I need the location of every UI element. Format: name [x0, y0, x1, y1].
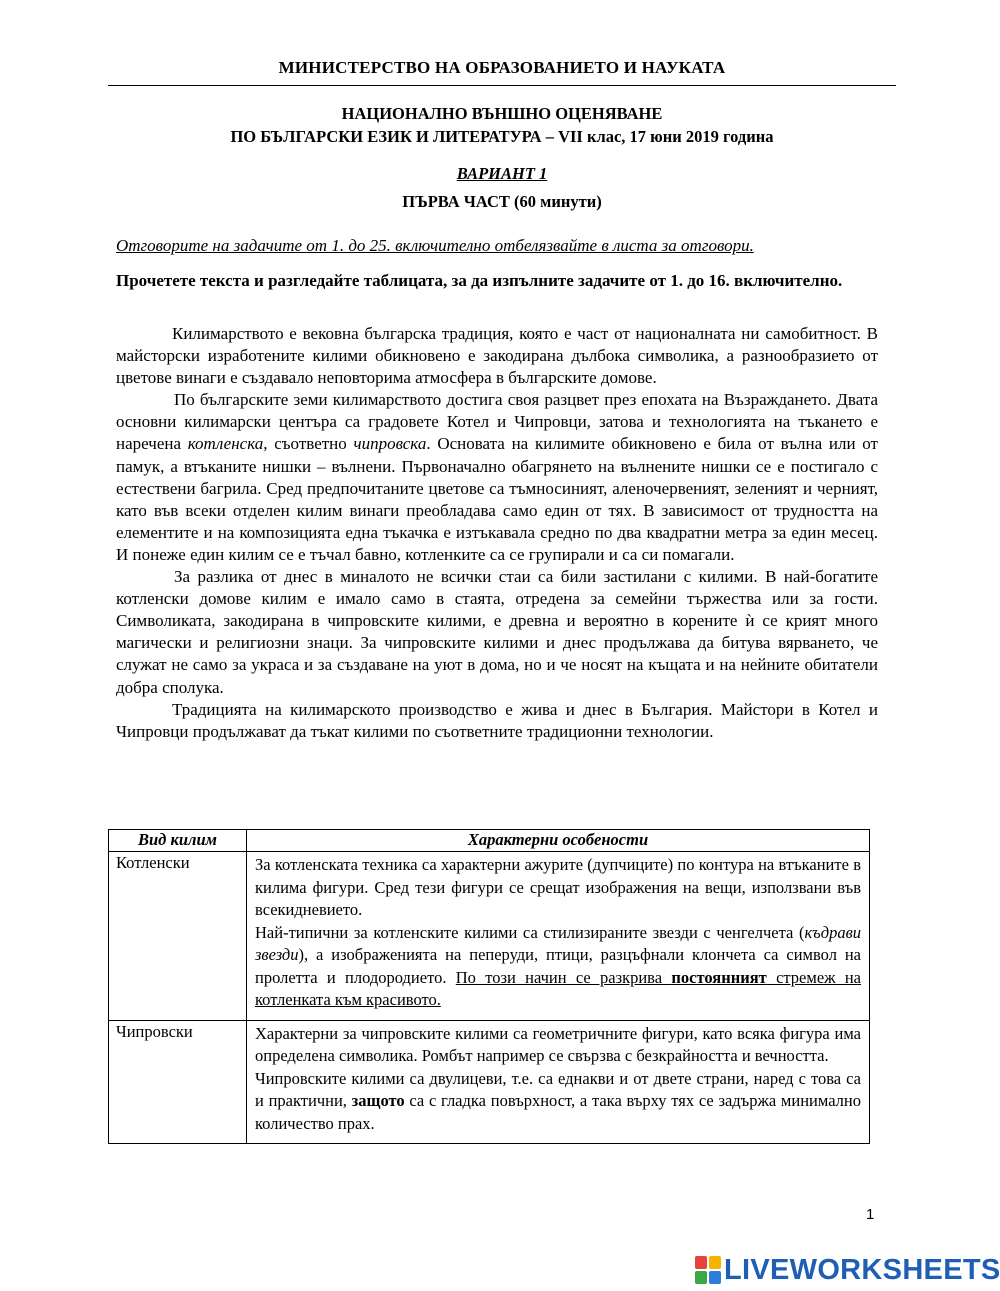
feature-text: Най-типични за котленските килими са стилизираните звезди с ченгелчета ( [255, 922, 805, 942]
table-header-features: Характерни особености [247, 830, 870, 852]
feature-paragraph: Характерни за чипровските килими са геометричните фигури, като всяка фигура има определена символика. Ромбът например се свързва с безкрайността и вечността. [255, 1023, 861, 1065]
feature-text: са с гладка повърхност, а така върху тях се задържа минимално количество прах. [255, 1091, 861, 1133]
term-kadravi-zvezdi: къдрави звезди [255, 922, 861, 964]
feature-text: стремеж на котленката към красивото. [255, 967, 861, 1009]
bold-word-postoyanniyat: постоянният [671, 967, 767, 987]
carpet-type-cell: Котленски [109, 852, 247, 1021]
logo-square-icon [695, 1271, 707, 1284]
ministry-title: МИНИСТЕРСТВО НА ОБРАЗОВАНИЕТО И НАУКАТА [278, 58, 726, 77]
answers-instruction: Отговорите на задачите от 1. до 25. включително отбелязвайте в листа за отговори. [116, 236, 754, 255]
bold-word-zashtoto: защото [351, 1091, 405, 1110]
passage-paragraph-3: За разлика от днес в миналото не всички стаи са били застилани с килими. В най-богатите котленски домове килим е имало само в стаята, отредена за семейни тържества или за гости. Символиката, закодирана в чипровските килими, е древна и вероятно в корените ѝ се крият много магически и религиозни знаци. За чипровските килими и днес продължава да битува вярването, че служат не само за украса и за създаване на уют в дома, но и че носят на къщата и на нейните обитатели добра сполука. [116, 567, 878, 697]
carpet-type-cell: Чипровски [109, 1020, 247, 1144]
passage-text: . Основата на килимите обикновено е била от вълна или от памук, а втъканите нишки – вълнени. Първоначално обагрянето на вълнените нишки се е постигало с естествени багрила. Сред предпочитаните цветове са тъмносиният, аленочервеният, зеленият и черният, като във всеки отделен килим винаги преобладава само един от тях. В зависимост от трудността на елементите и на композицията една тъкачка е изтъкавала средно по два квадратни метра за един месец. И понеже един килим се е тъчал бавно, котленките са се групирали и са си помагали. [116, 434, 878, 564]
table-header-type: Вид килим [109, 830, 247, 852]
carpet-features-cell [247, 852, 870, 1021]
exam-title-line2: ПО БЪЛГАРСКИ ЕЗИК И ЛИТЕРАТУРА – VII клас, 17 юни 2019 година [230, 127, 774, 146]
header-divider [108, 85, 896, 86]
table-row [109, 852, 870, 1021]
passage-paragraph-4: Традицията на килимарското производство е жива и днес в България. Майстори в Котел и Чипровци продължават да тъкат килими по съответните традиционни технологии. [116, 699, 878, 741]
carpet-types-table [108, 829, 870, 1144]
passage-paragraph-1: Килимарството е вековна българска традиция, която е част от националната ни самобитност. В майсторски изработените килими обикновено е закодирана дълбока символика, а разнообразието от цветове винаги е създавало неповторима атмосфера в българските домове. [116, 324, 878, 388]
logo-square-icon [709, 1271, 721, 1284]
passage-text: , съответно [263, 434, 354, 454]
reading-passage [116, 323, 878, 743]
feature-paragraph: За котленската техника са характерни ажурите (дупчиците) по контура на втъканите в килима фигури. Сред тези фигури се срещат изображения на вещи, използвани във всекидневието. [255, 855, 861, 919]
liveworksheets-logo-icon [695, 1256, 721, 1284]
term-chiprovska: чипровска [353, 434, 427, 454]
liveworksheets-logo[interactable] [695, 1255, 1000, 1285]
logo-square-icon [695, 1256, 707, 1269]
part-label: ПЪРВА ЧАСТ (60 минути) [402, 192, 602, 211]
passage-text: По българските земи килимарството достига своя разцвет през епохата на Възраждането. Двата основни килимарски центъра са градовете Котел и Чипровци, затова и технологията на тъкането е наречена [116, 390, 878, 454]
feature-paragraph [255, 922, 861, 1012]
page-number: 1 [866, 1206, 875, 1223]
carpet-features-cell [247, 1020, 870, 1144]
exam-title-line1: НАЦИОНАЛНО ВЪНШНО ОЦЕНЯВАНЕ [341, 104, 663, 123]
feature-paragraph [255, 1068, 861, 1136]
variant-label: ВАРИАНТ 1 [456, 164, 548, 183]
term-kotlenska: котленска [187, 434, 264, 454]
table-header-row [109, 830, 870, 852]
feature-text: ), а изображенията на пеперуди, птици, разцъфнали клончета са символ на пролетта и плодородието. [255, 945, 861, 987]
table-row [109, 1020, 870, 1144]
logo-square-icon [709, 1256, 721, 1269]
feature-text: По този начин се разкрива [455, 967, 672, 987]
passage-paragraph-2 [116, 389, 878, 566]
feature-text: Чипровските килими са двулицеви, т.е. са еднакви и от двете страни, наред с това са и практични, [255, 1068, 861, 1110]
reading-instruction: Прочетете текста и разгледайте таблицата, за да изпълните задачите от 1. до 16. включително. [116, 271, 843, 290]
liveworksheets-logo-text: LIVEWORKSHEETS [724, 1253, 1000, 1286]
